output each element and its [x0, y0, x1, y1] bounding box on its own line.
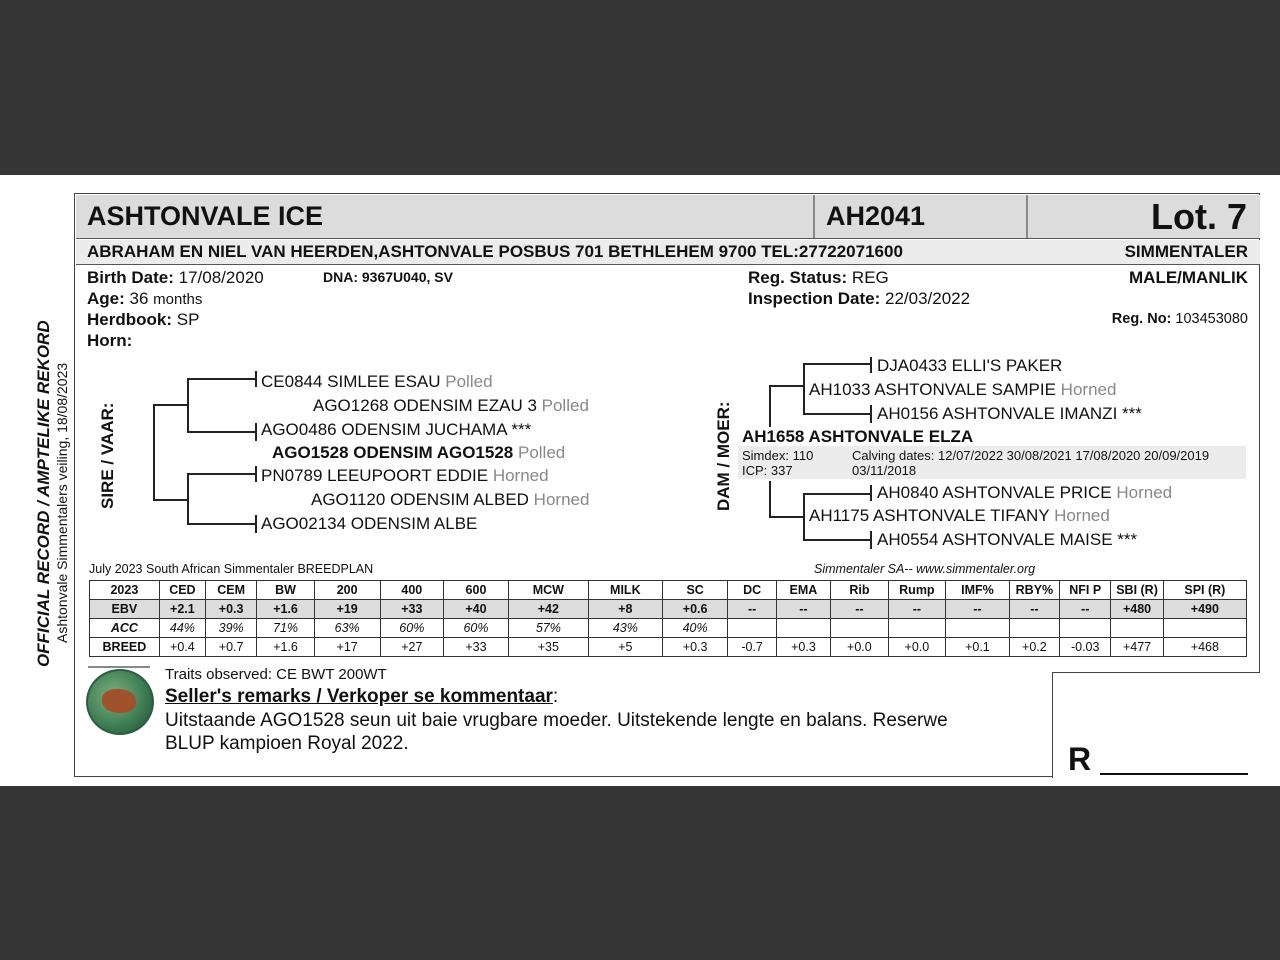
sire-dam-dam: AGO1120 ODENSIM ALBED Horned [311, 490, 590, 509]
animal-id: AH2041 [826, 201, 926, 231]
sire-sire-sire: CE0844 SIMLEE ESAU Polled [261, 372, 493, 391]
sd-bracket [187, 473, 189, 523]
ds-tick [870, 405, 872, 423]
dam-dam-sire: AH0840 ASHTONVALE PRICE Horned [877, 483, 1173, 502]
sale-text: Ashtonvale Simmentalers veiling, 18/08/2023 [54, 362, 70, 643]
remarks-line-1: Uitstaande AGO1528 seun uit baie vrugbare moeder. Uitstekende lengte en balans. Reserwe [165, 710, 948, 731]
dam-bracket-bottom [769, 481, 771, 517]
breedplan-caption: July 2023 South African Simmentaler BREEDPLAN [89, 562, 374, 576]
signature-line[interactable] [1100, 773, 1248, 775]
birth-date: Birth Date: 17/08/2020 [87, 268, 264, 287]
dam-simdex: Simdex: 110 [742, 448, 814, 463]
lot-card-page [0, 175, 1280, 786]
title-divider [1026, 195, 1028, 238]
sire-bracket [153, 404, 155, 499]
dam-label: DAM / MOER: [714, 401, 733, 511]
sire-bracket [153, 499, 187, 501]
ds-bracket [803, 413, 871, 415]
dd-bracket [803, 493, 871, 495]
ds-bracket [803, 363, 871, 365]
ebv-row: EBV +2.1 +0.3 +1.6 +19 +33 +40 +42 +8 +0.6 -- -- -- -- -- -- -- +480 +490 [90, 600, 1247, 619]
ss-bracket [187, 378, 189, 431]
dd-tick [870, 531, 872, 549]
ss-bracket [187, 431, 255, 433]
remarks-title: Seller's remarks / Verkoper se kommentaar: [165, 686, 559, 707]
owner-details: ABRAHAM EN NIEL VAN HEERDEN,ASHTONVALE POSBUS 701 BETHLEHEM 9700 TEL:27722071600 [87, 242, 903, 261]
acc-row: ACC 44% 39% 71% 63% 60% 60% 57% 43% 40% [90, 619, 1247, 638]
simmentaler-logo [86, 669, 154, 735]
sd-tick [255, 466, 257, 482]
traits-observed: Traits observed: CE BWT 200WT [165, 666, 387, 683]
sd-bracket [187, 473, 255, 475]
ds-bracket [803, 363, 805, 413]
ebv-table [89, 580, 1247, 657]
breed-row: BREED +0.4 +0.7 +1.6 +17 +27 +33 +35 +5 +0.3 -0.7 +0.3 +0.0 +0.0 +0.1 +0.2 -0.03 +477 +468 [90, 638, 1247, 657]
sire-bracket [153, 404, 187, 406]
dam-bracket-top [769, 385, 803, 387]
ds-tick [870, 357, 872, 373]
logo-cattle-icon [102, 689, 136, 713]
dd-tick [870, 485, 872, 501]
dam-bracket-bottom [769, 516, 803, 518]
dd-bracket [803, 493, 805, 539]
signature-label: R [1068, 741, 1092, 777]
dam-calving-dates-2: 03/11/2018 [852, 463, 917, 478]
breed-name: SIMMENTALER [1124, 242, 1248, 261]
dam-sire: AH1033 ASHTONVALE SAMPIE Horned [809, 380, 1117, 399]
ss-tick [255, 371, 257, 387]
animal-name: ASHTONVALE ICE [87, 201, 324, 231]
reg-status: Reg. Status: REG [748, 268, 889, 287]
logo-divider [88, 666, 150, 668]
inspection-date: Inspection Date: 22/03/2022 [748, 289, 971, 308]
dna-info: DNA: 9367U040, SV [323, 269, 453, 285]
sd-tick [255, 515, 257, 533]
dam-bracket-top [769, 385, 771, 427]
herdbook: Herdbook: SP [87, 310, 200, 329]
dd-bracket [803, 539, 871, 541]
sire-sire-dam: AGO1268 ODENSIM EZAU 3 Polled [313, 396, 589, 415]
sire-dam-sire: PN0789 LEEUPOORT EDDIE Horned [261, 466, 549, 485]
reg-no: Reg. No: 103453080 [1111, 311, 1248, 327]
dam-sire-sire: DJA0433 ELLI'S PAKER [877, 356, 1063, 375]
dam-dam: AH1175 ASHTONVALE TIFANY Horned [809, 506, 1110, 525]
dam-sire-dam: AH0156 ASHTONVALE IMANZI *** [877, 404, 1142, 423]
dam-name: AH1658 ASHTONVALE ELZA [742, 427, 974, 446]
horn-label: Horn: [87, 331, 133, 350]
sire-label: SIRE / VAAR: [98, 402, 117, 509]
ebv-header-row: 2023 CED CEM BW 200 400 600 MCW MILK SC DC EMA Rib Rump IMF% RBY% NFI P SBI (R) SPI (R) [90, 581, 1247, 600]
sd-bracket [187, 523, 255, 525]
age: Age: 36 months [87, 289, 203, 308]
ss-bracket [187, 378, 255, 380]
dam-icp: ICP: 337 [742, 463, 793, 478]
lot-number: Lot. 7 [1151, 196, 1247, 237]
sex: MALE/MANLIK [1129, 268, 1248, 287]
sire-name: AGO1528 ODENSIM AGO1528 Polled [272, 443, 566, 462]
remarks-line-2: BLUP kampioen Royal 2022. [165, 733, 409, 754]
official-record-text: OFFICIAL RECORD / AMPTELIKE REKORD [34, 320, 53, 667]
ss-tick [255, 423, 257, 441]
dam-dam-dam: AH0554 ASHTONVALE MAISE *** [877, 530, 1138, 549]
sire-sire: AGO0486 ODENSIM JUCHAMA *** [261, 420, 532, 439]
sire-dam: AGO02134 ODENSIM ALBE [261, 514, 478, 533]
title-divider [813, 195, 815, 238]
dam-calving-dates: Calving dates: 12/07/2022 30/08/2021 17/08/2020 20/09/2019 [852, 448, 1210, 463]
breedplan-source: Simmentaler SA-- www.simmentaler.org [814, 562, 1036, 576]
